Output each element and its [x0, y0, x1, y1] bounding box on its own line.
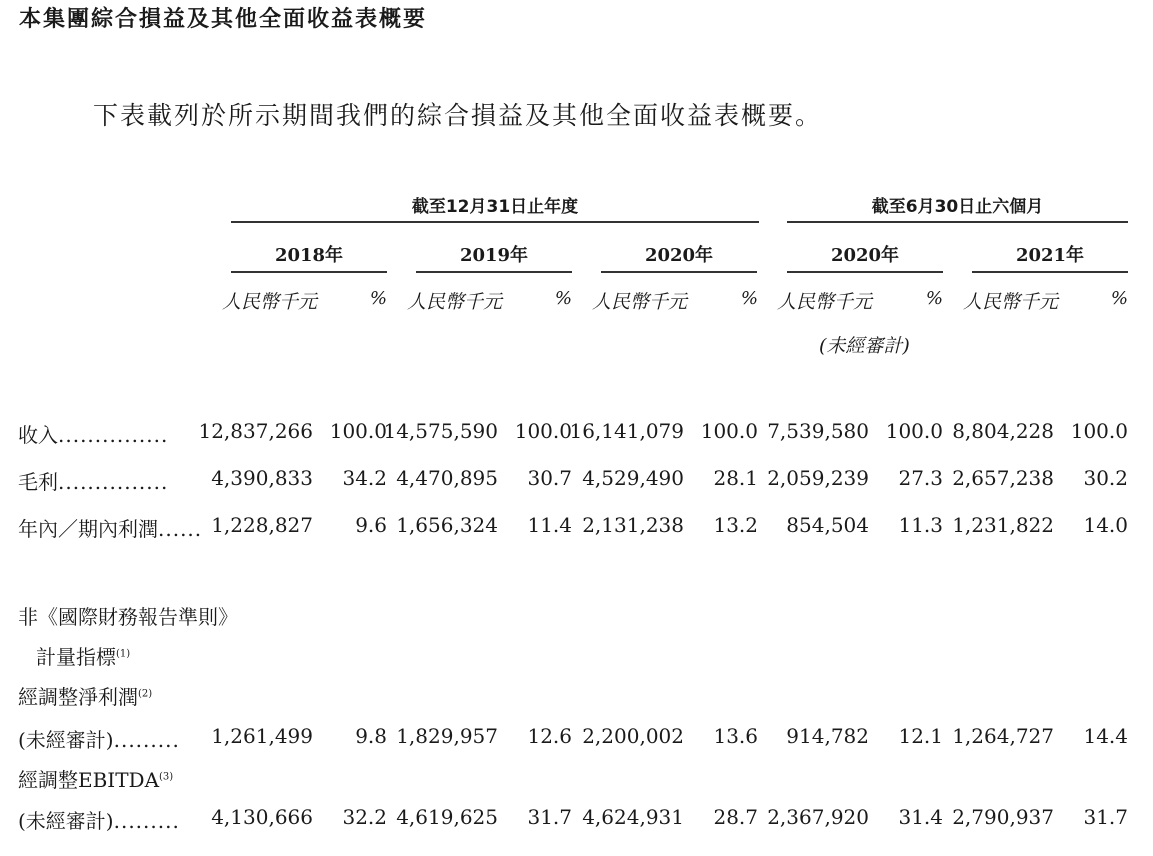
row-label: (未經審計).........	[18, 728, 180, 752]
leader-dots: ...............	[58, 470, 169, 494]
row-label: 收入...............	[18, 423, 169, 447]
intro-paragraph: 下表載列於所示期間我們的綜合損益及其他全面收益表概要。	[93, 101, 823, 130]
percent-cell: 100.0	[514, 419, 572, 443]
year-rule-2020	[601, 271, 757, 273]
footnote-ref: (3)	[159, 771, 174, 783]
amount-cell: 1,656,324	[396, 513, 498, 537]
amount-cell: 12,837,266	[198, 419, 313, 443]
row-label: (未經審計).........	[18, 809, 180, 833]
adjusted-ebitda-text: 經調整EBITDA	[18, 768, 160, 792]
percent-cell: 9.6	[355, 513, 387, 537]
percent-cell: 14.0	[1083, 513, 1128, 537]
amount-cell: 1,228,827	[211, 513, 313, 537]
amount-cell: 1,231,822	[952, 513, 1054, 537]
leader-dots: ......	[158, 517, 203, 541]
percent-cell: 100.0	[885, 419, 943, 443]
pct-label: %	[554, 288, 572, 309]
group-header-interim: 截至6月30日止六個月	[871, 197, 1044, 217]
percent-cell: 30.7	[527, 466, 572, 490]
percent-cell: 31.7	[527, 805, 572, 829]
unit-label: 人民幣千元	[407, 291, 503, 313]
percent-cell: 100.0	[329, 419, 387, 443]
non-ifrs-subheading-text: 計量指標	[36, 645, 116, 669]
pct-label: %	[1110, 288, 1128, 309]
amount-cell: 2,367,920	[767, 805, 869, 829]
group-header-annual: 截至12月31日止年度	[411, 197, 579, 217]
percent-cell: 32.2	[342, 805, 387, 829]
footnote-ref: (2)	[138, 688, 153, 700]
amount-cell: 14,575,590	[383, 419, 498, 443]
percent-cell: 13.2	[713, 513, 758, 537]
year-rule-2020-interim	[787, 271, 943, 273]
percent-cell: 12.6	[527, 724, 572, 748]
percent-cell: 100.0	[1070, 419, 1128, 443]
amount-cell: 4,624,931	[582, 805, 684, 829]
unit-label: 人民幣千元	[963, 291, 1059, 313]
percent-cell: 28.7	[713, 805, 758, 829]
amount-cell: 1,261,499	[211, 724, 313, 748]
amount-cell: 914,782	[786, 724, 869, 748]
amount-cell: 4,619,625	[396, 805, 498, 829]
amount-cell: 4,470,895	[396, 466, 498, 490]
percent-cell: 11.3	[898, 513, 943, 537]
amount-cell: 854,504	[786, 513, 869, 537]
year-header-2020-interim: 2020年	[830, 245, 900, 266]
percent-cell: 31.4	[898, 805, 943, 829]
year-header-2019: 2019年	[459, 245, 529, 266]
amount-cell: 16,141,079	[569, 419, 684, 443]
unit-label: 人民幣千元	[777, 291, 873, 313]
amount-cell: 4,390,833	[211, 466, 313, 490]
amount-cell: 1,264,727	[952, 724, 1054, 748]
leader-dots: .........	[113, 809, 180, 833]
amount-cell: 2,790,937	[952, 805, 1054, 829]
percent-cell: 31.7	[1083, 805, 1128, 829]
amount-cell: 4,529,490	[582, 466, 684, 490]
leader-dots: .........	[113, 728, 180, 752]
amount-cell: 1,829,957	[396, 724, 498, 748]
unit-label: 人民幣千元	[592, 291, 688, 313]
leader-dots: ...............	[58, 423, 169, 447]
footnote-ref: (1)	[116, 648, 131, 660]
pct-label: %	[740, 288, 758, 309]
amount-cell: 7,539,580	[767, 419, 869, 443]
percent-cell: 30.2	[1083, 466, 1128, 490]
year-rule-2021	[972, 271, 1128, 273]
percent-cell: 28.1	[713, 466, 758, 490]
percent-cell: 14.4	[1083, 724, 1128, 748]
non-ifrs-heading: 非《國際財務報告準則》	[18, 605, 238, 629]
amount-cell: 2,059,239	[767, 466, 869, 490]
year-rule-2018	[231, 271, 387, 273]
non-ifrs-subheading	[36, 641, 130, 670]
amount-cell: 2,657,238	[952, 466, 1054, 490]
row-label: 年內／期內利潤......	[18, 517, 203, 541]
year-header-2020: 2020年	[644, 245, 714, 266]
percent-cell: 100.0	[700, 419, 758, 443]
amount-cell: 2,200,002	[582, 724, 684, 748]
adjusted-net-profit-text: 經調整淨利潤	[18, 685, 138, 709]
group-rule-interim	[787, 221, 1128, 223]
year-header-2021: 2021年	[1015, 245, 1085, 266]
percent-cell: 12.1	[898, 724, 943, 748]
row-label: 毛利...............	[18, 470, 169, 494]
pct-label: %	[369, 288, 387, 309]
amount-cell: 2,131,238	[582, 513, 684, 537]
adjusted-ebitda-label	[18, 764, 173, 793]
section-title: 本集團綜合損益及其他全面收益表概要	[19, 7, 428, 32]
percent-cell: 11.4	[527, 513, 572, 537]
pct-label: %	[925, 288, 943, 309]
amount-cell: 4,130,666	[211, 805, 313, 829]
unit-label: 人民幣千元	[222, 291, 318, 313]
amount-cell: 8,804,228	[952, 419, 1054, 443]
year-rule-2019	[416, 271, 572, 273]
adjusted-net-profit-label	[18, 681, 152, 710]
group-rule-annual	[231, 221, 759, 223]
percent-cell: 34.2	[342, 466, 387, 490]
unaudited-note: (未經審計)	[819, 335, 910, 357]
year-header-2018: 2018年	[274, 245, 344, 266]
percent-cell: 27.3	[898, 466, 943, 490]
percent-cell: 9.8	[355, 724, 387, 748]
percent-cell: 13.6	[713, 724, 758, 748]
